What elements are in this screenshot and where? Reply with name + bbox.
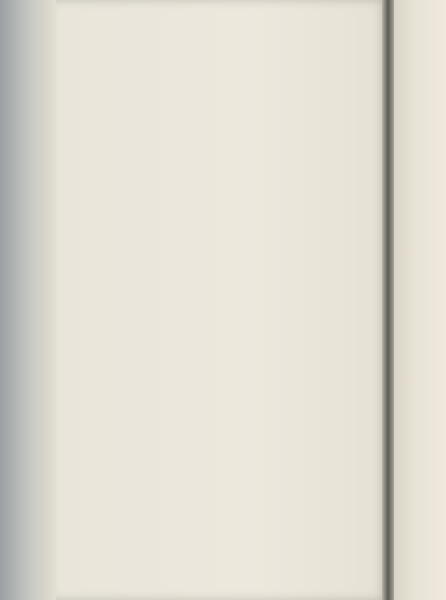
book-page: [56, 0, 388, 600]
book-gutter: [382, 0, 394, 600]
facing-page: [394, 0, 446, 600]
previous-page-edge: [0, 0, 56, 600]
facing-page-text: [394, 0, 446, 599]
